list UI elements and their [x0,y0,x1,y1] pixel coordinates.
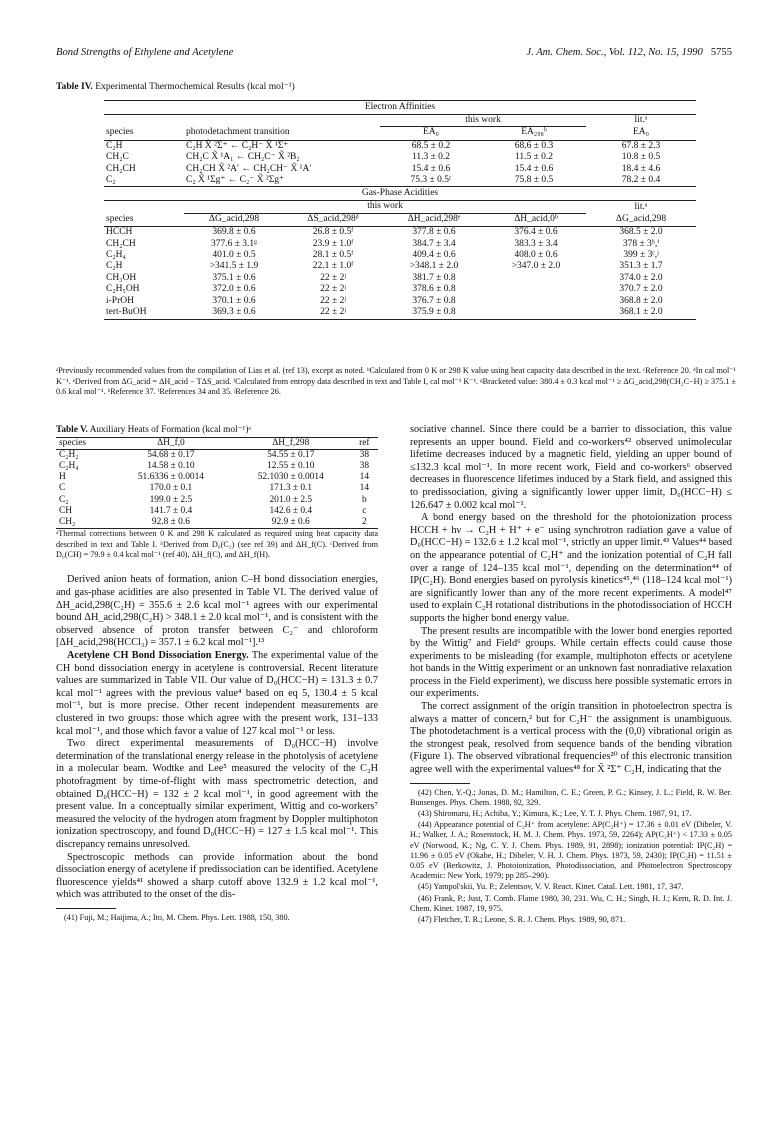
table-cell: 14 [359,472,370,483]
column-header: ΔH_f,0 [111,437,231,449]
left-para-2 [56,650,378,738]
table-cell: 68.5 ± 0.2 [411,140,451,151]
table-cell: CH₂CH [106,238,136,249]
table5-footnote: ᵃThermal corrections between 0 K and 298 K calculated as required using heat capacity data described in text and Table I. ᵇDerived from D₀(C₂) (see ref 39) and ΔH_f(C). ᶜDerived from D₀(CH) = 79.9 ± 0.4 kcal mol⁻¹ (ref 40), ΔH_f(C), and ΔH_f(H). [56,529,378,560]
running-head-title: Bond Strengths of Ethylene and Acetylene [56,47,234,58]
table-cell: 54.68 ± 0.17 [147,449,195,460]
reference-item: (41) Fuji, M.; Haijima, A.; Ito, M. Chem. Phys. Lett. 1988, 150, 380. [64,912,290,922]
table-cell: CH₃OH [106,272,137,283]
table-cell: CH₂CH X̃ ²A′ ← CH₂CH⁻ X̃ ¹A′ [186,163,312,174]
table-cell: CH₂C X̃ ¹A₁ ← CH₂C⁻ X̃ ²B₂ [186,152,300,163]
table-cell: 170.0 ± 0.1 [149,483,193,494]
reference-item: (44) Appearance potential of C₂H⁺ from acetylene: AP(C₂H⁺) = 17.36 ± 0.01 eV (Dibeler, V. H.; Walker, J. A.; Rosenstock, H. M. J. Chem. Phys. 1973, 59, 2264); AP(C₂H⁺) < 17.33 ± 0.05 eV (Norwood, K.; Ng, C. Y. J. Chem. Phys. 1989, 91, 2898); ionization potential: IP(C₂H) = 11.96 ± 0.05 eV (Okabe, H.; Dibeler, V. H. J. Chem. Phys. 1973, 59, 2430); IP(C₂H) = 11.51 ± 0.05 eV (Berkowitz, J. Photoionization, Photodissociation, and Photoelectron Spectroscopy Academic: New York, 1979; pp 285–290). [410,820,732,881]
table-row [56,506,378,517]
table4-section2-header-row [104,213,696,226]
table-cell: 26.8 ± 0.5ᶠ [312,227,354,238]
column-header: ref [351,437,378,449]
table4-bottom-rule [104,319,696,320]
table-row [104,175,696,186]
table-cell: 375.1 ± 0.6 [212,272,256,283]
column-header: ΔH_f,298 [231,437,351,449]
table-cell: C₂H₂ [59,449,79,460]
ea298-header: EA₂₉₈ᵇ [482,127,586,140]
table-cell: 376.7 ± 0.8 [412,295,456,306]
ea0-header: EA₀ [380,127,482,140]
table-row [104,261,696,272]
table-row [56,495,378,506]
table-cell: 92.9 ± 0.6 [231,517,351,529]
right-para-2: A bond energy based on the threshold for the photoionization process HCCH + hν → C₂H + H⁺ + e⁻ using synchrotron radiation gave a value of D₀(HCC−H) = 132.6 ± 1.2 kcal mol⁻¹, strictly an upper limit.⁴³ Values⁴⁴ based on the appearance potential of C₂H⁺ and the ionization potential of C₂H fall over a range of 124–135 kcal mol⁻¹, depending on the determination⁴⁴ of IP(C₂H). Bond energies based on pyrolysis kinetics⁴⁵,⁴⁶ (118–124 kcal mol⁻¹) are significantly lower than any of the more recent experiments. A model⁴⁷ used to explain C₂H rotational distributions in the photodissociation of HCCH supports the higher bond energy value. [410,512,732,624]
table-cell: 92.8 ± 0.6 [111,517,231,529]
ds-header: ΔS_acid,298ᵈ [284,213,382,226]
table-cell: tert-BuOH [106,307,147,318]
table-cell: 369.3 ± 0.6 [212,307,256,318]
right-references [410,788,732,926]
left-column [56,424,378,924]
table-cell: 18.4 ± 4.6 [621,163,661,174]
table-cell: 370.1 ± 0.6 [212,295,256,306]
table-row [104,239,696,250]
table5 [56,437,378,530]
table-cell: 22.1 ± 1.0ᶠ [312,261,354,272]
table-cell [486,284,586,295]
table-cell: 368.1 ± 2.0 [619,307,663,318]
table4-section2-body [104,227,696,319]
empty-cell [104,115,184,127]
table4-section1-group: this work [380,115,586,127]
column-header: species [56,437,111,449]
reference-item: (46) Frank, P.; Just, T. Comb. Flame 1980, 30, 231. Wu, C. H.; Singh, H. J.; Kern, R. D. Int. J. Chem. Kinet. 1987, 19, 975. [410,893,732,913]
right-para-1: sociative channel. Since there could be a barrier to dissociation, this value represents an upper bound. Field and co-workers⁴² observed unimolecular lifetime decreases induced by a magnetic field, yielding an upper bound of ≤132.3 kcal mol⁻¹. In more recent work, Field and co-workers⁶ observed decreases in fluorescence lifetimes induced by a Stark field, and assigned this to predissociation, giving a significantly lower upper limit, D₀(HCC−H) ≤ 126.647 ± 0.002 kcal mol⁻¹. [410,424,732,511]
table5-label: Table V. [56,425,88,435]
table-cell: 23.9 ± 1.0ᶠ [312,238,354,249]
table-cell: 15.4 ± 0.6 [514,163,554,174]
table-cell: 368.8 ± 2.0 [619,295,663,306]
table-cell: C₂ X̃ ¹Σg⁺ ← C₂⁻ X̃ ²Σg⁺ [186,175,285,186]
table-cell: 375.9 ± 0.8 [412,307,456,318]
table4-section2-lit: lit.ᵃ [634,201,648,212]
table-cell: 2 [351,517,378,529]
table-cell: 22 ± 2ʲ [320,295,346,306]
left-para-1: Derived anion heats of formation, anion C–H bond dissociation energies, and gas-phase acidities are also presented in Table VI. The derived value of ΔH_acid,298(C₂H) = 355.6 ± 2.6 kcal mol⁻¹ agrees with our experimental bound ΔH_acid,298(C₂H) > 348.1 ± 2.0 kcal mol⁻¹, and is consistent with the observed absence of proton transfer between C₂⁻ and chloroform [ΔH_acid,298(HCCl₃) = 357.1 ± 6.2 kcal mol⁻¹].¹³ [56,574,378,649]
table-cell: 374.0 ± 2.0 [619,272,663,283]
table-cell: b [362,494,367,505]
table-cell: 141.7 ± 0.4 [149,505,193,516]
table-cell: >348.1 ± 2.0 [409,261,459,272]
table4-section2-title: Gas-Phase Acidities [361,188,439,199]
table-cell: 75.3 ± 0.5ᶜ [410,175,452,186]
table-cell: 22 ± 2ʲ [320,272,346,283]
table-cell: 54.55 ± 0.17 [267,449,315,460]
table-cell [486,273,586,284]
table-cell: CH₂ [56,517,111,529]
table-cell: 368.5 ± 2.0 [619,227,663,238]
reference-item: (43) Shiromaru, H.; Achiba, Y.; Kimura, K.; Lee, Y. T. J. Phys. Chem. 1987, 91, 17. [418,809,692,819]
table-cell: 201.0 ± 2.5 [269,494,313,505]
table4-footnote: ᵃPreviously recommended values from the compilation of Lias et al. (ref 13), except as noted. ᵇCalculated from 0 K or 298 K value using heat capacity data described in the text. ᶜReference 20. ᵈIn cal mol⁻¹ K⁻¹. ᵉDerived from ΔG_acid = ΔH_acid − TΔS_acid. ᶠCalculated from entropy data described in text and Table I, cal mol⁻¹ K⁻¹. ᵍBracketed value: 380.4 ± 0.3 kcal mol⁻¹ ≥ ΔG_acid,298(CH₂C−H) ≥ 375.1 ± 0.6 kcal mol⁻¹. ʰReference 37. ⁱReferences 34 and 35. ʲReference 26. [56,366,736,397]
footnote-rule [56,908,116,909]
right-para-3: The present results are incompatible with the lower bond energies reported by the Wittig⁷ and Field⁶ groups. While certain effects could cause those experiments to be misleading (for example, multiphoton effects or acetylene hot bands in the Wittig experiment or an unknown fast nonradiative relaxation process in the Field experiment), we discuss here possible systematic errors in our experiments. [410,625,732,700]
footnote-rule [410,783,470,784]
table-cell: 409.4 ± 0.6 [412,250,456,261]
table4-section1-body [104,140,696,186]
species-header: species [104,127,184,140]
table-row [104,140,696,152]
dh298-header: ΔH_acid,298ᵉ [382,213,486,226]
table-cell: 378 ± 3ʰ,ⁱ [622,238,660,249]
table4-caption [56,81,295,92]
dh0-header: ΔH_acid,0ᵇ [486,213,586,226]
table-cell: 10.8 ± 0.5 [621,152,661,163]
table-cell: >347.0 ± 2.0 [511,261,561,272]
table-cell [486,307,586,318]
table-cell: 68.6 ± 0.3 [514,140,554,151]
table-cell: 12.55 ± 0.10 [267,461,315,471]
left-para-2-body: The experimental value of the CH bond dissociation energy in acetylene is controversial. Recent literature values are summarized in Table VII. Our value of D₀(HCC−H) = 131.3 ± 0.7 kcal mol⁻¹ agrees with the previous value⁴ based on eq 5, 130.4 ± 5 kcal mol⁻¹, but is more precise. Other recent independent measurements are clustered in two groups: those which agree with the present work, 131–133 kcal mol⁻¹, and those which favor a value of 127 kcal mol⁻¹ or less. [56,650,378,737]
table-cell: 381.7 ± 0.8 [412,272,456,283]
table-row [56,449,378,461]
lit-ea0-header: EA₀ [586,127,696,140]
table-cell: 14 [359,483,370,494]
table-row [56,472,378,483]
table-cell: 11.5 ± 0.2 [514,152,554,163]
table-cell: C [59,483,66,494]
species-header: species [104,213,184,226]
table-cell: 11.3 ± 0.2 [411,152,451,163]
table-cell: 38 [359,449,370,460]
table-cell: 14.58 ± 0.10 [147,461,195,471]
table-cell: 408.0 ± 0.6 [514,250,558,261]
table-cell: 377.6 ± 3.1ᵍ [210,238,258,249]
empty-cell [104,201,184,213]
table-cell: 142.6 ± 0.4 [269,505,313,516]
table-row [56,461,378,472]
table-cell: C₂H₅OH [106,284,140,295]
table4-label: Table IV. [56,81,93,92]
table-cell: CH₂CH [106,163,136,174]
page-number: 5755 [710,47,732,58]
table4-electron-affinities [104,114,696,186]
table-cell: 38 [359,461,370,471]
reference-item: (45) Yampol'skii, Yu. P.; Zelentsov, V. V. React. Kinet. Catal. Lett. 1981, 17, 347. [418,882,684,892]
table-cell: 377.8 ± 0.6 [412,227,456,238]
table-cell: c [362,505,367,516]
table-cell: 22 ± 2ʲ [320,284,346,295]
reference-item: (42) Chen, Y.-Q.; Jonas, D. M.; Hamilton, C. E.; Green, P. G.; Kinsey, J. L.; Field, R. W. Ber. Bunsenges. Phys. Chem. 1988, 92, 329. [410,787,732,807]
table5-body [56,449,378,528]
table-cell: C₂H [106,140,123,151]
table5-caption-text: Auxiliary Heats of Formation (kcal mol⁻¹)ᵃ [89,425,251,435]
table-cell [486,296,586,307]
table-cell: 372.0 ± 0.6 [212,284,256,295]
running-head-right [526,47,732,61]
table-row [104,284,696,295]
table-cell: C₂H₄ [59,461,79,471]
table5-caption [56,424,378,437]
table-cell: 384.7 ± 3.4 [412,238,456,249]
table-cell: 376.4 ± 0.6 [514,227,558,238]
table-cell: 67.8 ± 2.3 [621,140,661,151]
table-cell: 52.1030 ± 0.0014 [257,472,324,483]
table4-section2-group: this work [184,201,586,213]
table-cell: C₂H X̃ ²Σ⁺ ← C₂H⁻ X̃ ¹Σ⁺ [186,140,289,151]
table-cell: 369.8 ± 0.6 [212,227,256,238]
table-cell: 401.0 ± 0.5 [212,250,256,261]
running-head [56,47,732,61]
left-para-4: Spectroscopic methods can provide information about the bond dissociation energy of acetylene if predissociation can be identified. Acetylene fluorescence yields⁴¹ showed a sharp cutoff above 132.9 ± 1.2 kcal mol⁻¹, which was attributed to the onset of the dis- [56,851,378,901]
table-cell: HCCH [106,227,133,238]
empty-cell [184,115,380,127]
table-row [104,164,696,175]
table-cell: C₂H [106,261,123,272]
right-para-4: The correct assignment of the origin transition in photoelectron spectra is always a matter of concern,² but for C₂H⁻ the assignment is unambiguous. The photodetachment is a vertical process with the (0,0) vibrational origin as the strongest peak, resolved from sequence bands of the bending vibration (Figure 1). The observed vibrational frequencies²⁰ of this electronic transition agree well with the experimental values⁴⁸ for X̃ ²Σ⁺ C₂H, indicating that the [410,701,732,776]
right-column [410,424,732,926]
table-row [56,483,378,494]
table-row [104,227,696,239]
table-cell: C₂ [106,175,116,186]
section-heading: Acetylene CH Bond Dissociation Energy. [67,650,249,661]
table-row [104,250,696,261]
left-para-3: Two direct experimental measurements of D₀(HCC−H) involve determination of the translational energy release in the photolysis of acetylene in a molecular beam. Wodtke and Lee⁵ measured the velocity of the C₂H photofragment by time-of-flight with mass spectrometric detection, and obtained D₀(HCC−H) = 132 ± 2 kcal mol⁻¹, in good agreement with the present value. In a conceptually similar experiment, Wittig and co-workers⁷ measured the velocity of the hydrogen atom fragment by Doppler multiphoton ionization spectroscopy, and found D₀(HCC−H) = 127 ± 1.5 kcal mol⁻¹. This discrepancy remains unresolved. [56,738,378,850]
table-cell: CH [59,505,73,516]
table-row [104,307,696,318]
table-cell: 22 ± 2ʲ [320,307,346,318]
table-cell: C₂H₄ [106,250,126,261]
dg-header: ΔG_acid,298 [184,213,284,226]
table-cell: CH₂C [106,152,129,163]
table-cell: 370.7 ± 2.0 [619,284,663,295]
table-cell: 351.3 ± 1.7 [619,261,663,272]
table-row [56,517,378,529]
table-cell: 78.2 ± 0.4 [621,175,661,186]
table-cell: 51.6336 ± 0.0014 [137,472,204,483]
table-cell: H [59,472,66,483]
table-cell: 399 ± 3ᶜ,ʲ [623,250,659,261]
table-cell: >341.5 ± 1.9 [209,261,259,272]
table-cell: i-PrOH [106,295,134,306]
table4-caption-text: Experimental Thermochemical Results (kcal mol⁻¹) [95,81,295,92]
reference-item: (47) Fletcher, T. R.; Leone, S. R. J. Chem. Phys. 1989, 90, 871. [418,915,626,925]
table-row [104,152,696,163]
table-cell: 378.6 ± 0.8 [412,284,456,295]
table-cell: 383.3 ± 3.4 [514,238,558,249]
table-cell: C₂ [59,494,69,505]
table4-section1-header-row [104,127,696,140]
left-references [56,913,378,923]
table5-footnote-block [56,529,378,560]
journal-citation: J. Am. Chem. Soc., Vol. 112, No. 15, 1990 [526,47,703,58]
table-row [104,273,696,284]
table5-header-row [56,437,378,449]
table4-section1-group-row [104,115,696,127]
table-cell: 15.4 ± 0.6 [411,163,451,174]
table-cell: 28.1 ± 0.5ᶠ [312,250,354,261]
table4-section1-lit: lit.ᵃ [634,115,648,126]
table4 [104,100,696,320]
table4-acidities [104,200,696,318]
table4-section2-group-row [104,201,696,213]
table-row [104,296,696,307]
transition-header: photodetachment transition [184,127,380,140]
table-cell: 75.8 ± 0.5 [514,175,554,186]
table-cell: 199.0 ± 2.5 [149,494,193,505]
lit-dg-header: ΔG_acid,298 [586,213,696,226]
table4-section1-title: Electron Affinities [364,102,436,112]
table-cell: 171.3 ± 0.1 [269,483,313,494]
